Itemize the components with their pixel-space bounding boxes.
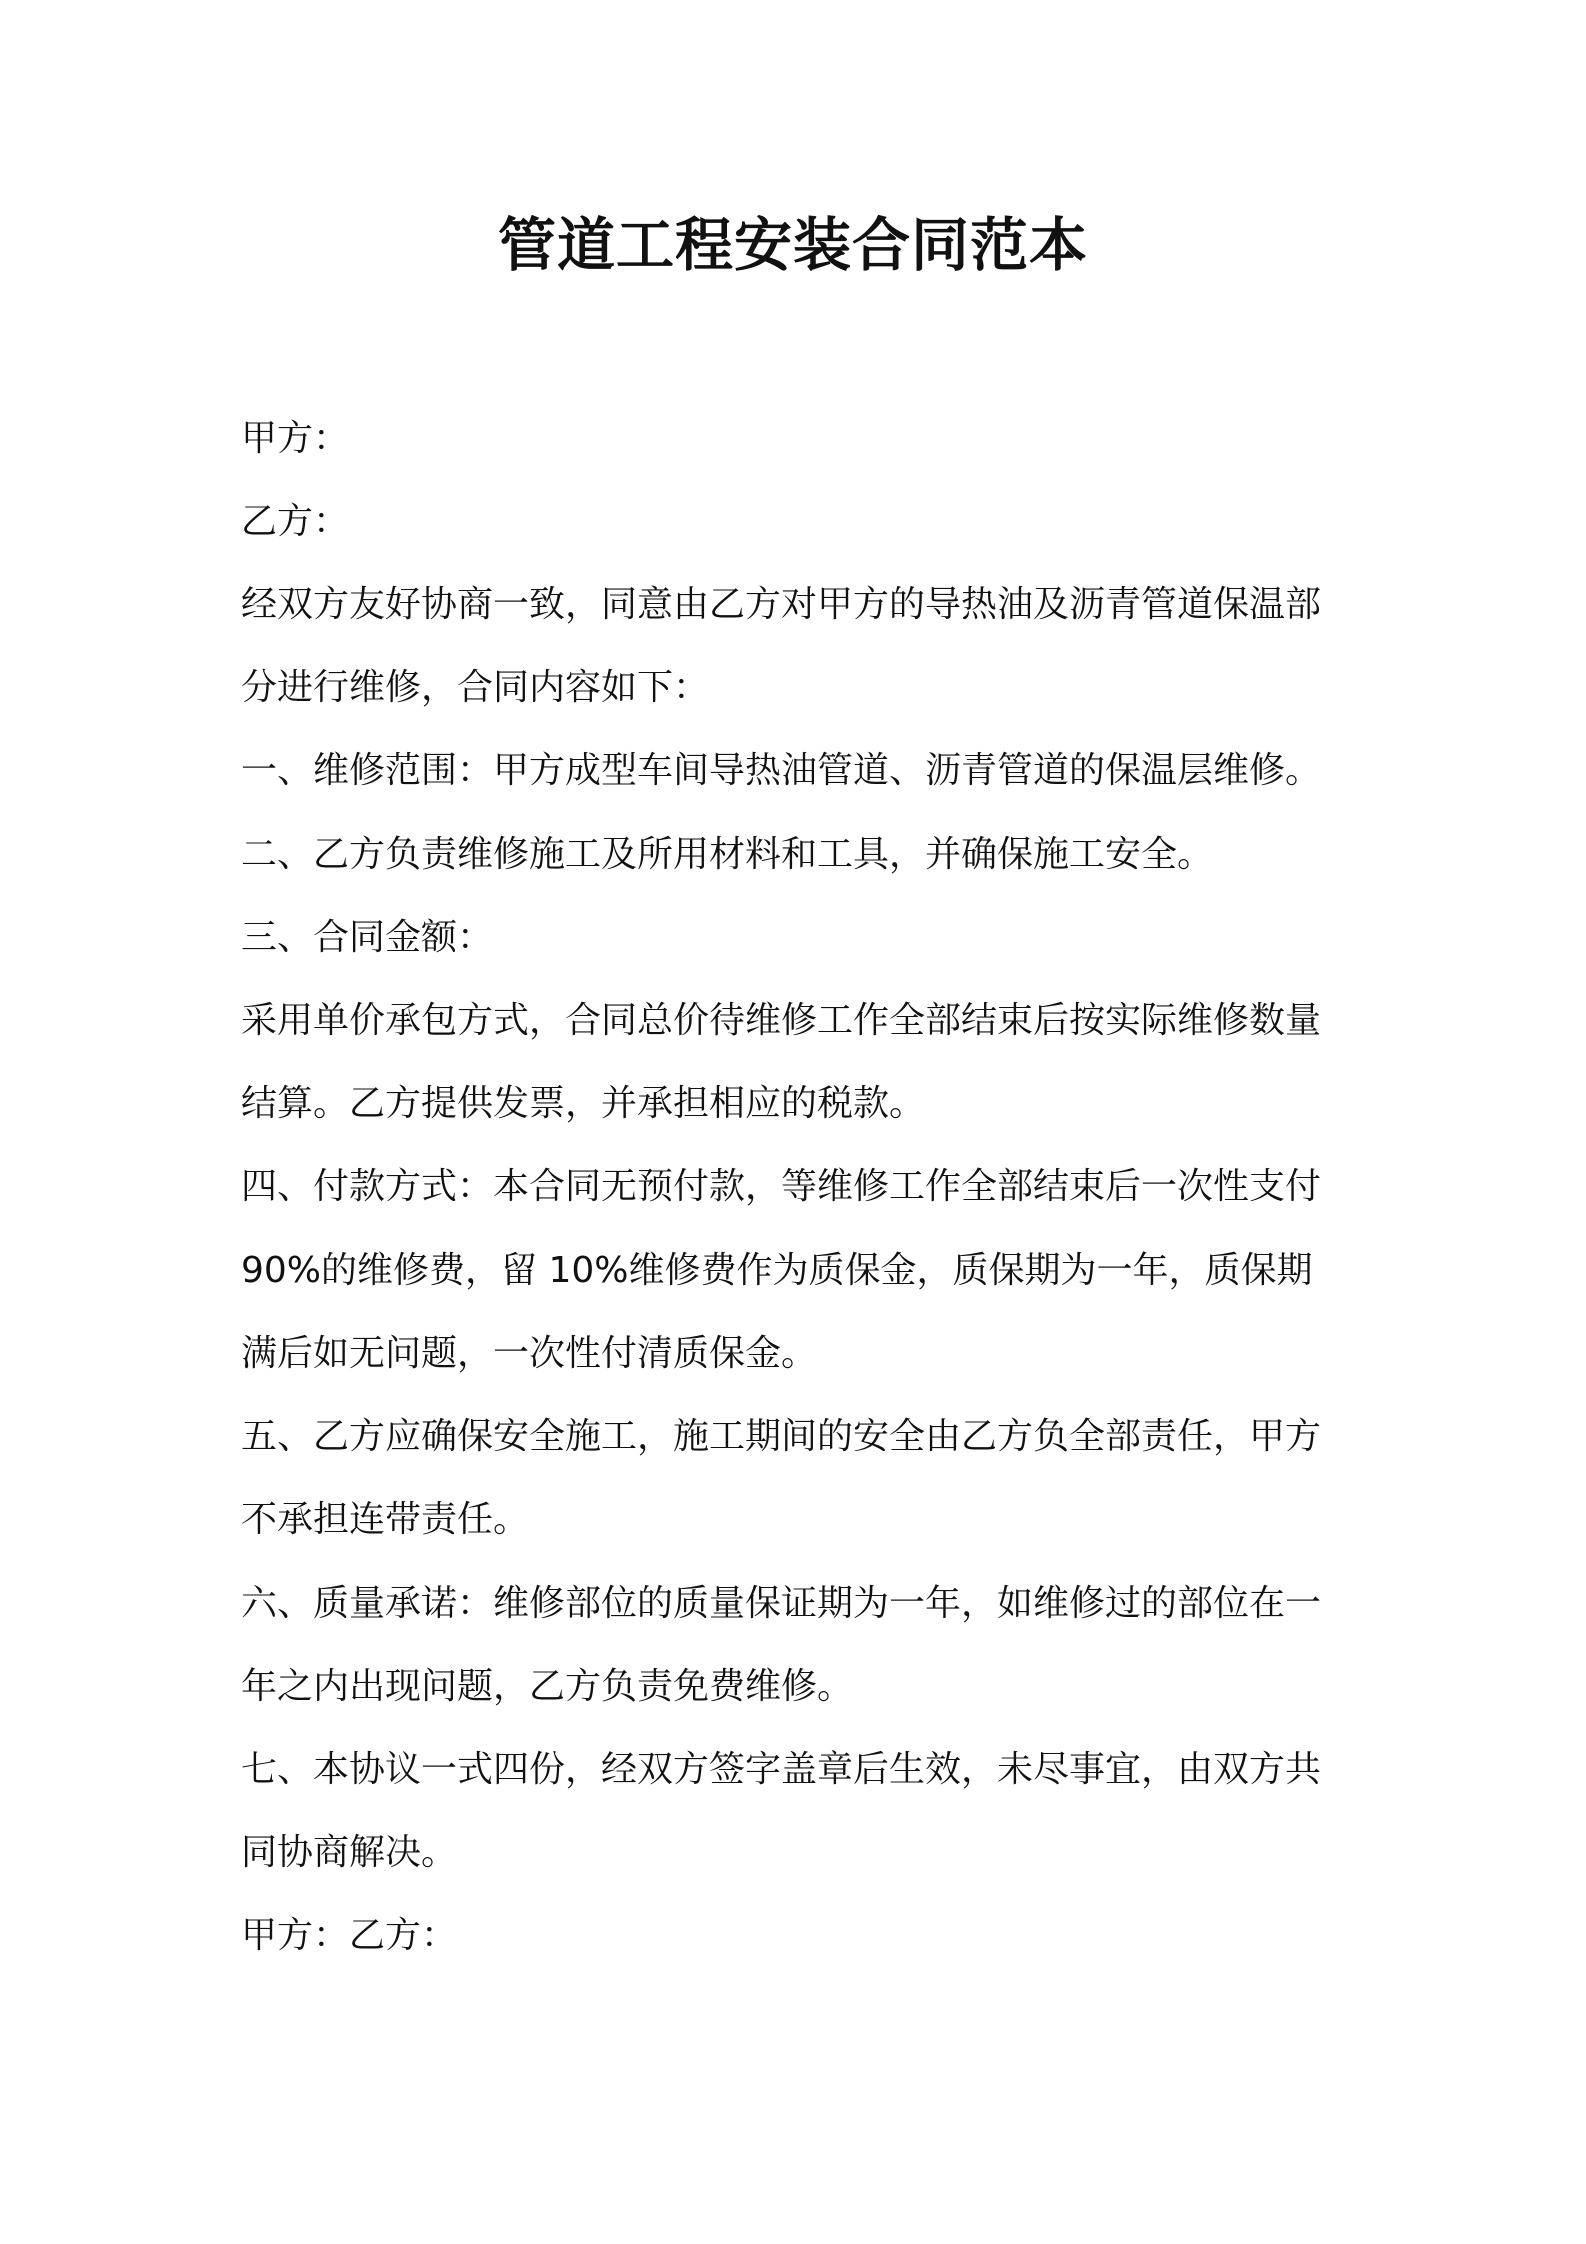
clause-3-line-2: 结算。乙方提供发票，并承担相应的税款。: [241, 1083, 926, 1124]
clause-4-line-2: 90%的维修费，留 10%维修费作为质保金，质保期为一年，质保期: [241, 1250, 1313, 1291]
clause-2: 二、乙方负责维修施工及所用材料和工具，并确保施工安全。: [241, 834, 1214, 875]
party-a-label: 甲方：: [241, 418, 350, 459]
party-b-label: 乙方：: [241, 501, 350, 542]
document-title: 管道工程安装合同范本: [497, 211, 1088, 279]
clause-1: 一、维修范围：甲方成型车间导热油管道、沥青管道的保温层维修。: [241, 750, 1322, 791]
signature-line: 甲方：乙方：: [241, 1915, 458, 1956]
intro-line-2: 分进行维修，合同内容如下：: [241, 667, 710, 708]
clause-4-line-1: 四、付款方式：本合同无预付款，等维修工作全部结束后一次性支付: [241, 1166, 1322, 1207]
clause-4-line-3: 满后如无问题，一次性付清质保金。: [241, 1333, 818, 1374]
clause-5-line-2: 不承担连带责任。: [241, 1499, 530, 1540]
clause-3-line-1: 采用单价承包方式，合同总价待维修工作全部结束后按实际维修数量: [241, 1000, 1322, 1041]
clause-6-line-1: 六、质量承诺：维修部位的质量保证期为一年，如维修过的部位在一: [241, 1583, 1322, 1624]
intro-line-1: 经双方友好协商一致，同意由乙方对甲方的导热油及沥青管道保温部: [241, 584, 1322, 625]
clause-6-line-2: 年之内出现问题，乙方负责免费维修。: [241, 1666, 854, 1707]
clause-3-heading: 三、合同金额：: [241, 917, 494, 958]
clause-5-line-1: 五、乙方应确保安全施工，施工期间的安全由乙方负全部责任，甲方: [241, 1416, 1322, 1457]
clause-7-line-1: 七、本协议一式四份，经双方签字盖章后生效，未尽事宜，由双方共: [241, 1749, 1322, 1790]
clause-7-line-2: 同协商解决。: [241, 1832, 458, 1873]
